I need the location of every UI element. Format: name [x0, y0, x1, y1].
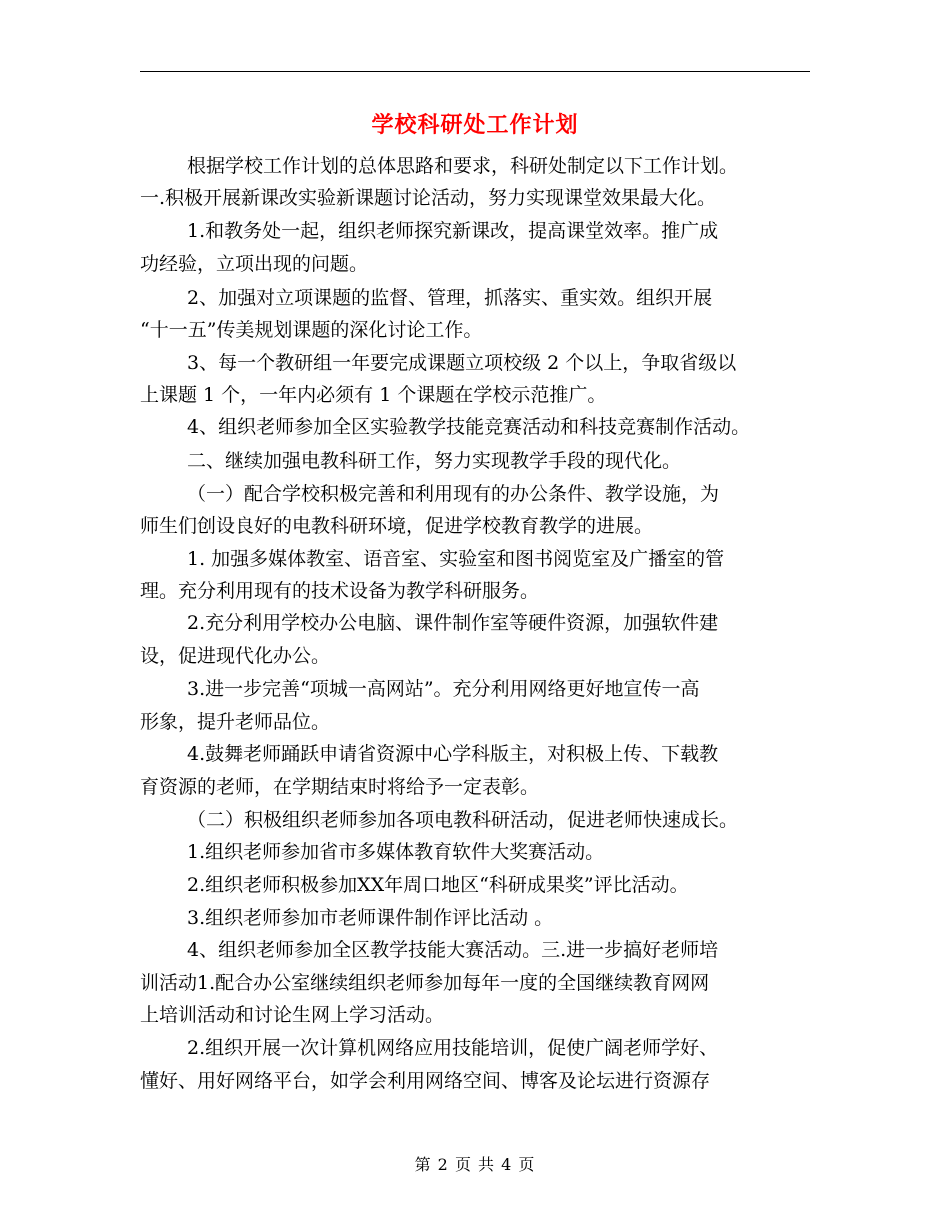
paragraph-line: 训活动1.配合办公室继续组织老师参加每年一度的全国继续教育网网: [140, 972, 710, 994]
paragraph-line: 理。充分利用现有的技术设备为教学科研服务。: [140, 580, 540, 602]
paragraph-line: 2.组织开展一次计算机网络应用技能培训，促使广阔老师学好、: [187, 1037, 719, 1059]
paragraph-line: 3、每一个教研组一年要完成课题立项校级 2 个以上，争取省级以: [187, 352, 737, 374]
page-number: 第 2 页 共 4 页: [414, 1155, 536, 1174]
paragraph-line: 2、加强对立项课题的监督、管理，抓落实、重实效。组织开展: [187, 287, 713, 309]
paragraph-line: 上课题 1 个，一年内必须有 1 个课题在学校示范推广。: [140, 384, 607, 406]
paragraph-line: 上培训活动和讨论生网上学习活动。: [140, 1004, 445, 1026]
paragraph-line: “十一五”传美规划课题的深化讨论工作。: [140, 319, 483, 341]
paragraph-line: 1. 加强多媒体教室、语音室、实验室和图书阅览室及广播室的管: [187, 548, 725, 570]
document-title: 学校科研处工作计划: [371, 112, 579, 138]
paragraph-line: 功经验，立项出现的问题。: [140, 253, 369, 275]
paragraph-line: 育资源的老师，在学期结束时将给予一定表彰。: [140, 776, 540, 798]
paragraph-line: 形象，提升老师品位。: [140, 711, 331, 733]
paragraph-line: 4.鼓舞老师踊跃申请省资源中心学科版主，对积极上传、下载教: [187, 743, 719, 765]
paragraph-line: 二、继续加强电教科研工作，努力实现教学手段的现代化。: [187, 450, 682, 472]
paragraph-line: 根据学校工作计划的总体思路和要求，科研处制定以下工作计划。: [187, 155, 739, 177]
paragraph-line: 一.积极开展新课改实验新课题讨论活动，努力实现课堂效果最大化。: [140, 187, 717, 209]
paragraph-line: 4、组织老师参加全区实验教学技能竞赛活动和科技竞赛制作活动。: [187, 416, 751, 438]
paragraph-line: 4、组织老师参加全区教学技能大赛活动。三.进一步搞好老师培: [187, 939, 719, 961]
paragraph-line: 3.进一步完善“项城一高网站”。充分利用网络更好地宣传一高: [187, 678, 700, 700]
paragraph-line: 2.组织老师积极参加XX年周口地区“科研成果奖”评比活动。: [187, 874, 689, 896]
paragraph-line: 1.组织老师参加省市多媒体教育软件大奖赛活动。: [187, 841, 605, 863]
paragraph-line: 1.和教务处一起，组织老师探究新课改，提高课堂效率。推广成: [187, 220, 719, 242]
paragraph-line: 2.充分利用学校办公电脑、课件制作室等硬件资源，加强软件建: [187, 612, 719, 634]
paragraph-line: 设，促进现代化办公。: [140, 645, 331, 667]
header-rule: [140, 71, 810, 72]
paragraph-line: （二）积极组织老师参加各项电教科研活动，促进老师快速成长。: [187, 809, 739, 831]
paragraph-line: （一）配合学校积极完善和利用现有的办公条件、教学设施，为: [187, 483, 720, 505]
paragraph-line: 3.组织老师参加市老师课件制作评比活动 。: [187, 907, 554, 929]
paragraph-line: 懂好、用好网络平台，如学会利用网络空间、博客及论坛进行资源存: [140, 1070, 711, 1092]
paragraph-line: 师生们创设良好的电教科研环境，促进学校教育教学的进展。: [140, 515, 654, 537]
